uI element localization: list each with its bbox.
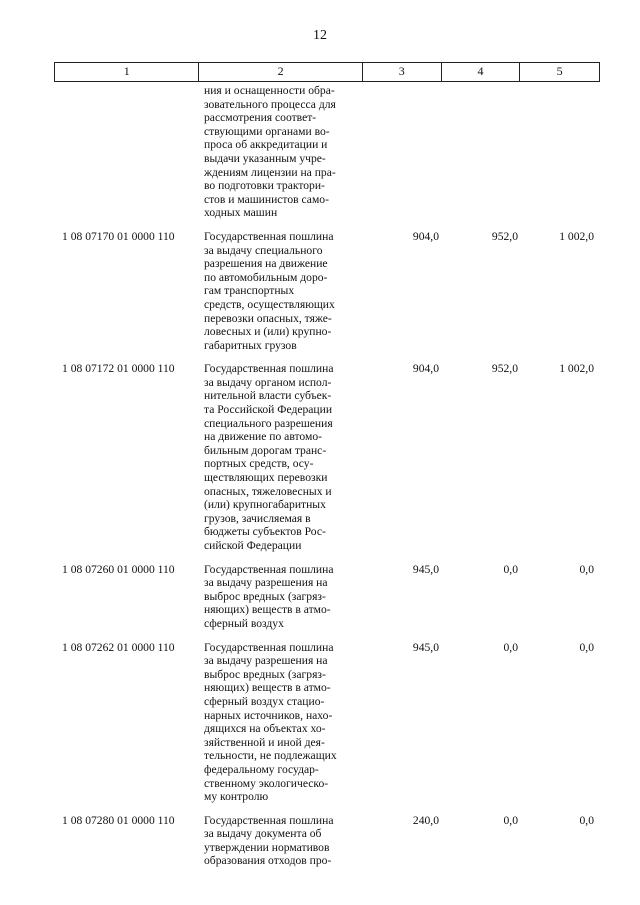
description-line: портных средств, осу- — [204, 457, 314, 471]
amount-col-3: 945,0 — [412, 562, 439, 576]
table-row — [54, 641, 600, 804]
amount-col-5: 1 002,0 — [559, 229, 594, 243]
budget-classification-code: 1 08 07280 01 0000 110 — [62, 813, 175, 827]
description-line: тельности, не подлежащих — [204, 749, 337, 763]
description-line: бильным дорогам транс- — [204, 443, 327, 457]
amount-col-5 — [520, 84, 600, 220]
amount-col-3: 904,0 — [412, 229, 439, 243]
amount-col-4: 952,0 — [491, 362, 518, 376]
amount-col-4: 0,0 — [503, 640, 518, 654]
description-line: ния и оснащенности обра- — [204, 84, 335, 97]
description-line: ходных машин — [204, 206, 278, 220]
revenue-description — [198, 230, 362, 352]
description-line: ствующими органами во- — [204, 124, 330, 138]
description-line: за выдачу разрешения на — [204, 654, 328, 668]
description-line: бюджеты субъектов Рос- — [204, 525, 326, 539]
table-row — [54, 84, 600, 220]
description-line: за выдачу специального — [204, 243, 323, 257]
description-line: ловесных и (или) крупно- — [204, 325, 332, 339]
description-line: нарных источников, нахо- — [204, 708, 333, 722]
description-line: сферный воздух стацио- — [204, 694, 325, 708]
description-line: ждениям лицензии на пра- — [204, 165, 336, 179]
description-line: гам транспортных — [204, 284, 295, 298]
description-line: Государственная пошлина — [204, 229, 334, 243]
table-header-row — [54, 62, 600, 82]
description-line: стов и машинистов само- — [204, 192, 329, 206]
description-line: проса об аккредитации и — [204, 138, 328, 152]
description-line: по автомобильным доро- — [204, 270, 328, 284]
budget-classification-code — [54, 84, 198, 220]
description-line: дящихся на объектах хо- — [204, 722, 326, 736]
description-line: на движение по автомо- — [204, 430, 322, 444]
description-line: зяйственной и иной дея- — [204, 735, 325, 749]
revenue-description — [198, 84, 362, 220]
amount-col-4: 952,0 — [491, 229, 518, 243]
description-line: опасных, тяжеловесных и — [204, 484, 332, 498]
amount-col-5: 0,0 — [579, 562, 594, 576]
table-row — [54, 362, 600, 552]
description-line: (или) крупногабаритных — [204, 498, 326, 512]
description-line: за выдачу документа об — [204, 827, 322, 841]
amount-col-3 — [362, 84, 441, 220]
table-row — [54, 563, 600, 631]
description-line: выброс вредных (загряз- — [204, 589, 326, 603]
description-line: Государственная пошлина — [204, 813, 334, 827]
amount-col-5: 1 002,0 — [559, 362, 594, 376]
description-line: грузов, зачисляемая в — [204, 511, 311, 525]
description-line: няющих) веществ в атмо- — [204, 603, 331, 617]
header-col-4: 4 — [441, 63, 520, 81]
description-line: рассмотрения соответ- — [204, 111, 317, 125]
header-col-2: 2 — [198, 63, 361, 81]
description-line: зовательного процесса для — [204, 97, 336, 111]
table-body — [54, 84, 600, 878]
amount-col-5: 0,0 — [579, 813, 594, 827]
description-line: выброс вредных (загряз- — [204, 667, 326, 681]
header-col-1: 1 — [123, 64, 130, 79]
description-line: сийской Федерации — [204, 539, 302, 552]
description-line: средств, осуществляющих — [204, 297, 335, 311]
description-line: Государственная пошлина — [204, 362, 334, 376]
amount-col-3: 945,0 — [412, 640, 439, 654]
description-line: разрешения на движение — [204, 257, 328, 271]
description-line: няющих) веществ в атмо- — [204, 681, 331, 695]
description-line: габаритных грузов — [204, 338, 297, 352]
amount-col-4: 0,0 — [503, 813, 518, 827]
revenue-description — [198, 641, 362, 804]
description-line: Государственная пошлина — [204, 562, 334, 576]
description-line: образования отходов про- — [204, 854, 332, 868]
description-line: утверждении нормативов — [204, 840, 330, 854]
amount-col-4 — [441, 84, 520, 220]
description-line: перевозки опасных, тяже- — [204, 311, 332, 325]
revenue-description — [198, 362, 362, 552]
budget-classification-code: 1 08 07260 01 0000 110 — [62, 562, 175, 576]
table-row — [54, 814, 600, 868]
description-line: выдачи указанным учре- — [204, 151, 326, 165]
description-line: специального разрешения — [204, 416, 333, 430]
amount-col-5: 0,0 — [579, 640, 594, 654]
amount-col-4: 0,0 — [503, 562, 518, 576]
page-number: 12 — [313, 28, 327, 43]
description-line: сферный воздух — [204, 616, 284, 630]
description-line: за выдачу разрешения на — [204, 576, 328, 590]
amount-col-3: 240,0 — [412, 813, 439, 827]
revenue-description — [198, 563, 362, 631]
budget-classification-code: 1 08 07262 01 0000 110 — [62, 640, 175, 654]
revenue-description — [198, 814, 362, 868]
description-line: ществляющих перевозки — [204, 471, 328, 485]
amount-col-3: 904,0 — [412, 362, 439, 376]
description-line: нительной власти субъек- — [204, 389, 332, 403]
header-col-3: 3 — [362, 63, 441, 81]
budget-classification-code: 1 08 07170 01 0000 110 — [62, 229, 175, 243]
description-line: Государственная пошлина — [204, 640, 334, 654]
budget-classification-code: 1 08 07172 01 0000 110 — [62, 362, 175, 376]
description-line: федеральному государ- — [204, 762, 319, 776]
description-line: во подготовки трактори- — [204, 179, 325, 193]
table-row — [54, 230, 600, 352]
description-line: та Российской Федерации — [204, 403, 333, 417]
description-line: му контролю — [204, 790, 269, 804]
description-line: за выдачу органом испол- — [204, 375, 332, 389]
description-line: ственному экологическо- — [204, 776, 329, 790]
header-col-5: 5 — [519, 63, 599, 81]
